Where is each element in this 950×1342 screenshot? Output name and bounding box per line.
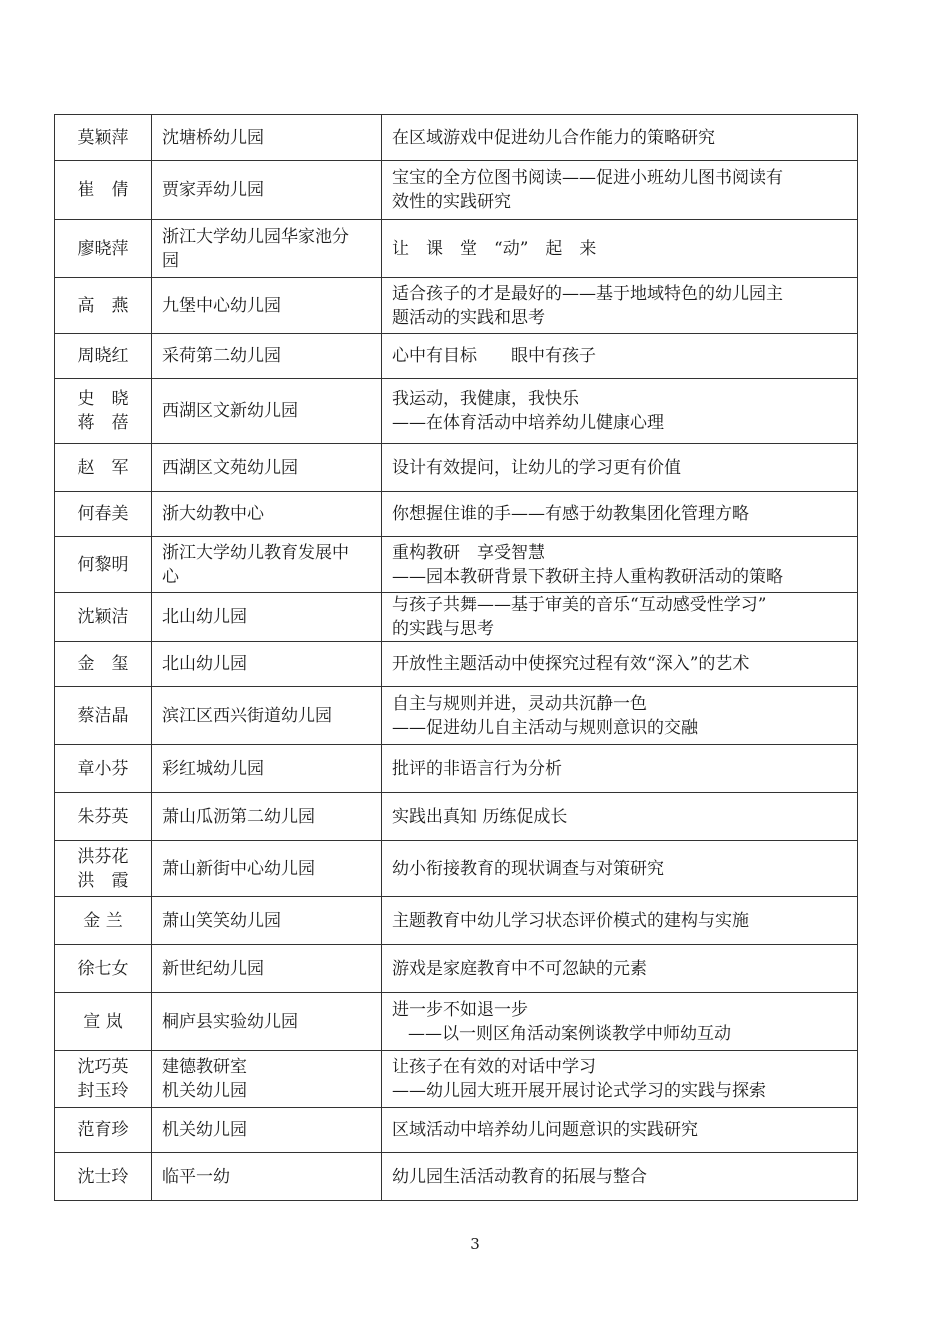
research-title-cell (382, 687, 858, 745)
kindergarten-cell (152, 379, 382, 444)
research-title-line: 游戏是家庭教育中不可忽缺的元素 (392, 958, 647, 979)
table-row (55, 642, 858, 687)
research-title-cell (382, 593, 858, 642)
table-body (55, 115, 858, 1201)
kindergarten-cell (152, 220, 382, 278)
kindergarten-cell (152, 687, 382, 745)
researcher-name-cell (55, 161, 152, 220)
kindergarten-cell (152, 1108, 382, 1153)
research-title-line: 心中有目标 眼中有孩子 (392, 346, 596, 366)
research-title-line: 幼儿园生活活动教育的拓展与整合 (392, 1166, 647, 1187)
kindergarten-cell (152, 745, 382, 793)
researcher-name-line: 洪芬花 (77, 846, 129, 867)
table-row (55, 593, 858, 642)
research-title-cell (382, 897, 858, 945)
kindergarten-cell (152, 537, 382, 593)
researcher-name-cell (55, 841, 152, 897)
kindergarten-line: 机关幼儿园 (162, 1120, 247, 1140)
researcher-name-cell (55, 115, 152, 161)
table-row (55, 537, 858, 593)
researcher-name-cell (55, 220, 152, 278)
research-title-line: 主题教育中幼儿学习状态评价模式的建构与实施 (392, 910, 749, 931)
research-title-cell (382, 993, 858, 1051)
kindergarten-cell (152, 1051, 382, 1108)
research-title-line: 批评的非语言行为分析 (392, 758, 562, 779)
kindergarten-line: 浙大幼教中心 (162, 504, 264, 524)
kindergarten-line: 桐庐县实验幼儿园 (162, 1011, 298, 1032)
researcher-name-cell (55, 793, 152, 841)
kindergarten-cell (152, 841, 382, 897)
research-title-cell (382, 1108, 858, 1153)
researcher-name-line: 金 兰 (83, 910, 123, 931)
research-title-line: 我运动，我健康，我快乐 (392, 389, 579, 409)
researcher-name-cell (55, 537, 152, 593)
research-title-cell (382, 334, 858, 379)
researcher-name-line: 崔 倩 (77, 180, 129, 200)
research-title-line: 适合孩子的才是最好的——基于地域特色的幼儿园主 (392, 283, 783, 304)
researcher-name-cell (55, 1108, 152, 1153)
table-row (55, 220, 858, 278)
kindergarten-line: 浙江大学幼儿园华家池分 (162, 226, 349, 247)
kindergarten-cell (152, 593, 382, 642)
kindergarten-line: 浙江大学幼儿教育发展中 (162, 542, 349, 563)
researcher-name-cell (55, 1051, 152, 1108)
research-title-line: 宝宝的全方位图书阅读——促进小班幼儿图书阅读有 (392, 168, 783, 188)
researcher-name-line: 何春美 (77, 504, 129, 524)
researcher-name-line: 范育珍 (77, 1120, 129, 1140)
kindergarten-line: 建德教研室 (162, 1057, 247, 1077)
kindergarten-line: 采荷第二幼儿园 (162, 346, 281, 366)
research-title-cell (382, 115, 858, 161)
kindergarten-cell (152, 1153, 382, 1201)
kindergarten-cell (152, 793, 382, 841)
research-title-line: 设计有效提问，让幼儿的学习更有价值 (392, 457, 681, 478)
kindergarten-cell (152, 334, 382, 379)
researcher-name-line: 洪 霞 (77, 870, 129, 891)
table-row (55, 1108, 858, 1153)
researcher-name-line: 廖晓萍 (77, 238, 129, 259)
page-number: 3 (470, 1235, 480, 1253)
kindergarten-cell (152, 115, 382, 161)
kindergarten-line: 机关幼儿园 (162, 1081, 247, 1101)
table-row (55, 687, 858, 745)
kindergarten-cell (152, 993, 382, 1051)
researcher-name-line: 史 晓 (77, 389, 129, 409)
table-row (55, 841, 858, 897)
researcher-name-line: 沈颖洁 (77, 607, 129, 627)
researcher-name-cell (55, 278, 152, 334)
research-title-line: ——促进幼儿自主活动与规则意识的交融 (392, 717, 698, 738)
research-title-cell (382, 492, 858, 537)
research-title-line: 实践出真知 历练促成长 (392, 806, 568, 827)
researcher-name-line: 沈巧英 (77, 1057, 129, 1077)
kindergarten-cell (152, 642, 382, 687)
researcher-name-line: 封玉玲 (77, 1081, 129, 1101)
researcher-name-line: 徐七女 (77, 958, 129, 979)
kindergarten-line: 西湖区文苑幼儿园 (162, 457, 298, 478)
kindergarten-line: 滨江区西兴街道幼儿园 (162, 705, 332, 726)
research-title-line: 重构教研 享受智慧 (392, 542, 545, 563)
research-title-cell (382, 945, 858, 993)
table-row (55, 161, 858, 220)
table-row (55, 1051, 858, 1108)
researcher-name-cell (55, 444, 152, 492)
research-title-cell (382, 642, 858, 687)
researcher-name-line: 蒋 蓓 (77, 413, 129, 433)
research-title-cell (382, 793, 858, 841)
research-title-line: ——在体育活动中培养幼儿健康心理 (392, 413, 664, 433)
table-row (55, 278, 858, 334)
researcher-name-cell (55, 897, 152, 945)
kindergarten-line: 北山幼儿园 (162, 654, 247, 674)
researcher-name-line: 赵 军 (77, 457, 129, 478)
table-row (55, 945, 858, 993)
research-title-line: 自主与规则并进，灵动共沉静一色 (392, 693, 647, 714)
table-row (55, 897, 858, 945)
table-row (55, 1153, 858, 1201)
research-title-cell (382, 745, 858, 793)
kindergarten-line: 心 (162, 566, 179, 587)
research-title-line: 题活动的实践和思考 (392, 307, 545, 328)
research-title-line: 的实践与思考 (392, 619, 494, 639)
research-title-line: 让 课 堂 “动” 起 来 (392, 238, 597, 259)
kindergarten-cell (152, 897, 382, 945)
research-title-cell (382, 161, 858, 220)
kindergarten-line: 萧山新街中心幼儿园 (162, 858, 315, 879)
kindergarten-cell (152, 161, 382, 220)
kindergarten-cell (152, 945, 382, 993)
table-row (55, 745, 858, 793)
kindergarten-cell (152, 278, 382, 334)
research-title-line: 区域活动中培养幼儿问题意识的实践研究 (392, 1120, 698, 1140)
table-row (55, 993, 858, 1051)
researcher-name-line: 金 玺 (77, 654, 129, 674)
researcher-name-line: 沈士玲 (77, 1166, 129, 1187)
kindergarten-line: 西湖区文新幼儿园 (162, 401, 298, 421)
kindergarten-line: 临平一幼 (162, 1166, 230, 1187)
researcher-name-line: 章小芬 (77, 758, 129, 779)
table-row (55, 379, 858, 444)
research-title-line: 与孩子共舞——基于审美的音乐“互动感受性学习” (392, 595, 767, 615)
researcher-name-line: 何黎明 (77, 554, 129, 575)
research-title-cell (382, 841, 858, 897)
researcher-name-cell (55, 745, 152, 793)
researcher-name-line: 宣 岚 (83, 1011, 123, 1032)
researcher-name-line: 周晓红 (77, 346, 129, 366)
table-row (55, 444, 858, 492)
kindergarten-line: 萧山笑笑幼儿园 (162, 910, 281, 931)
research-title-cell (382, 537, 858, 593)
researcher-name-cell (55, 1153, 152, 1201)
researcher-name-cell (55, 492, 152, 537)
research-title-line: 让孩子在有效的对话中学习 (392, 1057, 596, 1077)
kindergarten-line: 萧山瓜沥第二幼儿园 (162, 806, 315, 827)
research-title-cell (382, 379, 858, 444)
kindergarten-line: 园 (162, 250, 179, 271)
table-row (55, 334, 858, 379)
table-row (55, 492, 858, 537)
researcher-name-cell (55, 945, 152, 993)
kindergarten-line: 彩红城幼儿园 (162, 758, 264, 779)
research-title-line: ——幼儿园大班开展开展讨论式学习的实践与探索 (392, 1081, 766, 1101)
research-title-line: ——以一则区角活动案例谈教学中师幼互动 (408, 1023, 731, 1044)
researcher-name-cell (55, 642, 152, 687)
researcher-name-line: 蔡洁晶 (77, 705, 129, 726)
researcher-name-cell (55, 593, 152, 642)
kindergarten-line: 新世纪幼儿园 (162, 958, 264, 979)
research-topics-table (54, 114, 858, 1201)
research-title-cell (382, 444, 858, 492)
research-title-cell (382, 1051, 858, 1108)
researcher-name-line: 朱芬英 (77, 806, 129, 827)
research-title-cell (382, 1153, 858, 1201)
researcher-name-cell (55, 334, 152, 379)
table-row (55, 115, 858, 161)
researcher-name-line: 莫颖萍 (77, 127, 129, 148)
table-row (55, 793, 858, 841)
research-title-line: 你想握住谁的手——有感于幼教集团化管理方略 (392, 504, 749, 524)
research-title-line: ——园本教研背景下教研主持人重构教研活动的策略 (392, 566, 783, 587)
researcher-name-cell (55, 993, 152, 1051)
kindergarten-line: 九堡中心幼儿园 (162, 295, 281, 316)
researcher-name-cell (55, 687, 152, 745)
researcher-name-line: 高 燕 (77, 295, 129, 316)
research-title-line: 进一步不如退一步 (392, 999, 528, 1020)
research-title-line: 效性的实践研究 (392, 192, 511, 212)
researcher-name-cell (55, 379, 152, 444)
research-title-cell (382, 220, 858, 278)
research-title-line: 幼小衔接教育的现状调查与对策研究 (392, 858, 664, 879)
kindergarten-cell (152, 492, 382, 537)
kindergarten-line: 北山幼儿园 (162, 607, 247, 627)
research-title-line: 开放性主题活动中使探究过程有效“深入”的艺术 (392, 654, 750, 674)
kindergarten-line: 贾家弄幼儿园 (162, 180, 264, 200)
kindergarten-line: 沈塘桥幼儿园 (162, 127, 264, 148)
kindergarten-cell (152, 444, 382, 492)
research-title-line: 在区域游戏中促进幼儿合作能力的策略研究 (392, 127, 715, 148)
research-title-cell (382, 278, 858, 334)
